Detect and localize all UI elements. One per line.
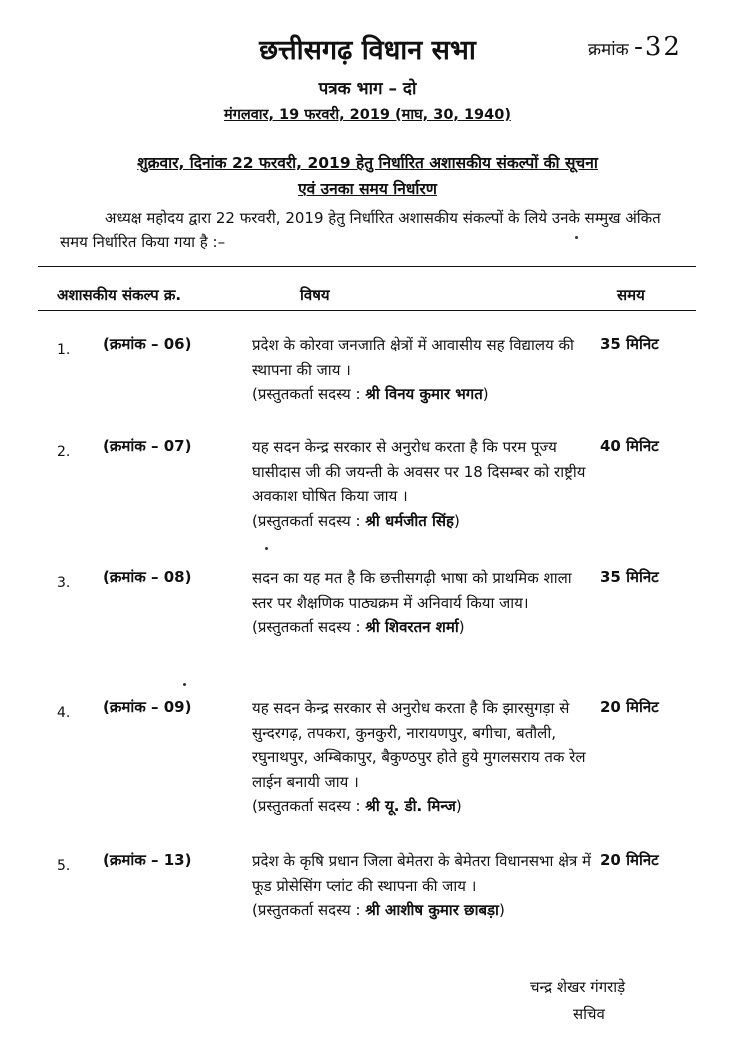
row-4-resolution-ref: (क्रमांक – 09): [103, 698, 192, 716]
row-3-time: 35 मिनिट: [600, 568, 659, 586]
signatory-name: चन्द्र शेखर गंगराड़े: [530, 978, 626, 996]
scan-speck: [265, 547, 268, 550]
assembly-title: छत्तीसगढ़ विधान सभा: [259, 35, 476, 66]
row-3-subject: सदन का यह मत है कि छत्तीसगढ़ी भाषा को प्राथमिक शाला स्तर पर शैक्षणिक पाठ्यक्रम में अनिवार्य किया जाय।: [252, 569, 572, 612]
row-2-resolution-ref: (क्रमांक – 07): [103, 437, 192, 455]
row-1-mover: (प्रस्तुतकर्ता सदस्य : श्री विनय कुमार भगत): [252, 385, 489, 403]
row-5-mover-name: श्री आशीष कुमार छाबड़ा: [365, 901, 499, 919]
notice-intro-paragraph: अध्यक्ष महोदय द्वारा 22 फरवरी, 2019 हेतु निर्धारित अशासकीय संकल्पों के लिये उनके सम्मुख अंकित समय निर्धारित किया गया है :–: [60, 209, 661, 251]
row-3-subject-block: [252, 566, 592, 640]
scan-speck: [183, 683, 186, 686]
row-1-serial: 1.: [57, 342, 71, 358]
row-3-mover-name: श्री शिवरतन शर्मा: [365, 618, 459, 636]
row-4-subject-block: [252, 696, 592, 819]
row-2-subject: यह सदन केन्द्र सरकार से अनुरोध करता है कि परम पूज्य घासीदास जी की जयन्ती के अवसर पर 18 दिसम्बर को राष्ट्रीय अवकाश घोषित किया जाय ।: [252, 438, 586, 505]
row-4-time: 20 मिनिट: [600, 698, 659, 716]
row-1-time: 35 मिनिट: [600, 335, 659, 353]
row-5-time: 20 मिनिट: [600, 851, 659, 869]
row-2-subject-block: [252, 435, 592, 533]
column-header-resolution-no: अशासकीय संकल्प क्र.: [57, 286, 182, 304]
table-header-rule: [38, 310, 696, 311]
row-2-time: 40 मिनिट: [600, 437, 659, 455]
row-4-mover: (प्रस्तुतकर्ता सदस्य : श्री यू. डी. मिन्ज): [252, 797, 462, 815]
row-3-resolution-ref: (क्रमांक – 08): [103, 568, 192, 586]
row-1-mover-name: श्री विनय कुमार भगत: [365, 385, 483, 403]
column-header-subject: विषय: [300, 286, 330, 304]
notice-heading-line2: एवं उनका समय निर्धारण: [298, 180, 437, 198]
row-5-mover: (प्रस्तुतकर्ता सदस्य : श्री आशीष कुमार छाबड़ा): [252, 901, 505, 919]
bulletin-part-label: पत्रक भाग – दो: [318, 79, 417, 99]
row-4-subject: यह सदन केन्द्र सरकार से अनुरोध करता है कि झारसुगड़ा से सुन्दरगढ़, तपकरा, कुनकुरी, नारायणपुर, बगीचा, बतौली, रघुनाथपुर, अम्बिकापुर, बैकुण्ठपुर होते हुये मुगलसराय तक रेल लाईन बनायी जाय ।: [252, 699, 586, 791]
bulletin-date: मंगलवार, 19 फरवरी, 2019 (माघ, 30, 1940): [224, 107, 511, 123]
row-1-subject-block: [252, 333, 592, 407]
document-serial-number: [588, 32, 682, 62]
row-3-serial: 3.: [57, 575, 71, 591]
row-2-serial: 2.: [57, 444, 71, 460]
row-2-mover-name: श्री धर्मजीत सिंह: [365, 511, 454, 530]
kramank-label: क्रमांक: [588, 40, 629, 60]
row-5-subject-block: [252, 849, 592, 923]
row-4-mover-name: श्री यू. डी. मिन्ज: [365, 797, 456, 815]
signatory-designation: सचिव: [573, 1005, 605, 1023]
row-2-mover: (प्रस्तुतकर्ता सदस्य : श्री धर्मजीत सिंह): [252, 511, 460, 530]
row-1-subject: प्रदेश के कोरवा जनजाति क्षेत्रों में आवासीय सह विद्यालय की स्थापना की जाय ।: [252, 336, 574, 379]
table-top-rule: [38, 266, 696, 267]
column-header-time: समय: [617, 286, 645, 304]
row-5-serial: 5.: [57, 858, 71, 874]
scan-speck: [575, 236, 578, 239]
notice-heading-line1: शुक्रवार, दिनांक 22 फरवरी, 2019 हेतु निर्धारित अशासकीय संकल्पों की सूचना: [137, 154, 598, 172]
row-5-resolution-ref: (क्रमांक – 13): [103, 851, 192, 869]
row-3-mover: (प्रस्तुतकर्ता सदस्य : श्री शिवरतन शर्मा): [252, 618, 465, 636]
kramank-handwritten-number: -32: [634, 32, 682, 62]
row-4-serial: 4.: [57, 705, 71, 721]
row-5-subject: प्रदेश के कृषि प्रधान जिला बेमेतरा के बेमेतरा विधानसभा क्षेत्र में फूड प्रोसेसिंग प्लांट की स्थापना की जाय ।: [252, 852, 591, 895]
row-1-resolution-ref: (क्रमांक – 06): [103, 335, 192, 353]
